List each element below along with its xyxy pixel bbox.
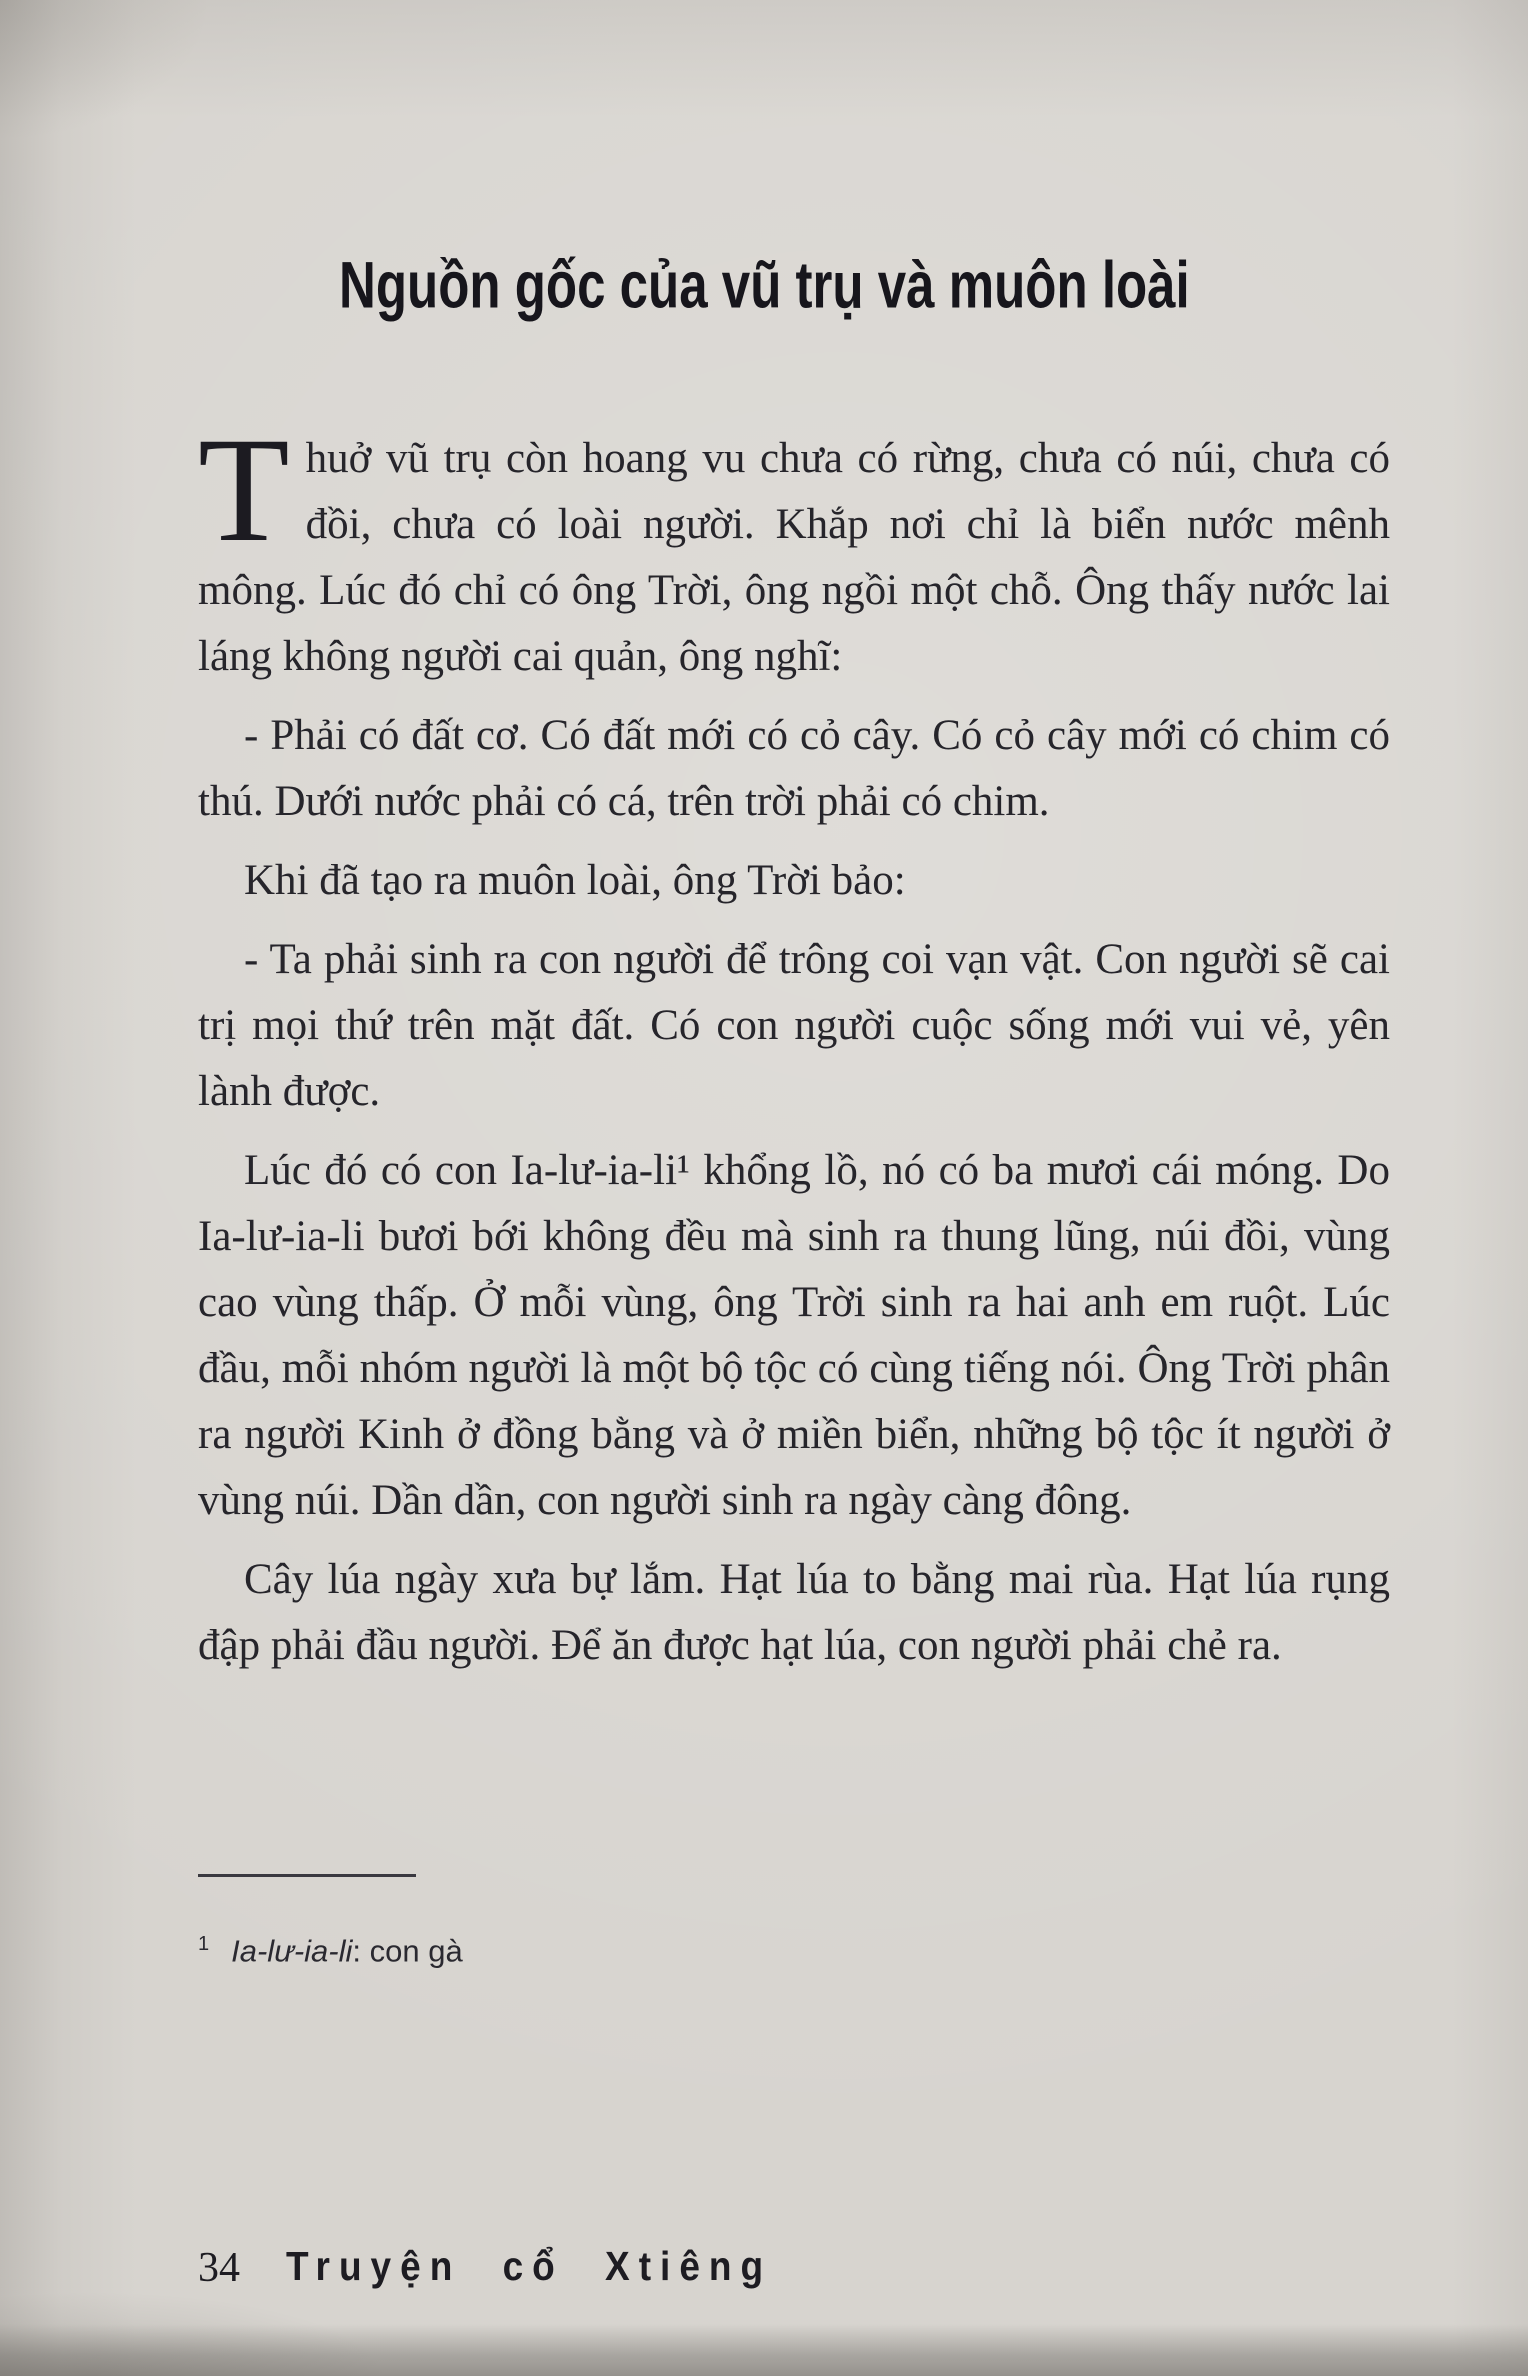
page-footer xyxy=(198,2244,772,2292)
paragraph: Khi đã tạo ra muôn loài, ông Trời bảo: xyxy=(244,857,906,904)
paragraph: Cây lúa ngày xưa bự lắm. Hạt lúa to bằng mai rùa. Hạt lúa rụng đập phải đầu người. Để ăn được hạt lúa, con người phải chẻ ra. xyxy=(198,1556,1390,1669)
page-title-text: Nguồn gốc của vũ trụ và muôn loài xyxy=(338,248,1190,323)
page-number: 34 xyxy=(198,2245,240,2291)
book-title: Truyện cổ Xtiêng xyxy=(286,2243,773,2289)
footnote xyxy=(198,1922,463,1973)
footnote-term: Ia-lư-ia-li xyxy=(231,1933,353,1969)
scan-bottom-edge xyxy=(0,2324,1528,2376)
footnote-divider xyxy=(198,1874,416,1877)
footnote-marker: 1 xyxy=(198,1933,210,1955)
paragraph: - Phải có đất cơ. Có đất mới có cỏ cây. Có cỏ cây mới có chim có thú. Dưới nước phải có cá, trên trời phải có chim. xyxy=(198,712,1390,825)
footnote-definition: : con gà xyxy=(352,1933,463,1969)
paragraph xyxy=(198,407,1390,690)
page-title xyxy=(0,248,1528,323)
drop-cap: T xyxy=(198,407,290,573)
story-body xyxy=(198,407,1390,1692)
paragraph: Lúc đó có con Ia-lư-ia-li¹ khổng lồ, nó có ba mươi cái móng. Do Ia-lư-ia-li bươi bới không đều mà sinh ra thung lũng, núi đồi, vùng cao vùng thấp. Ở mỗi vùng, ông Trời sinh ra hai anh em ruột. Lúc đầu, mỗi nhóm người là một bộ tộc có cùng tiếng nói. Ông Trời phân ra người Kinh ở đồng bằng và ở miền biển, những bộ tộc ít người ở vùng núi. Dần dần, con người sinh ra ngày càng đông. xyxy=(198,1147,1390,1524)
paragraph: - Ta phải sinh ra con người để trông coi vạn vật. Con người sẽ cai trị mọi thứ trên mặt đất. Có con người cuộc sống mới vui vẻ, yên lành được. xyxy=(198,936,1390,1115)
paragraph-text: huở vũ trụ còn hoang vu chưa có rừng, chưa có núi, chưa có đồi, chưa có loài người. Khắp nơi chỉ là biển nước mênh mông. Lúc đó chỉ có ông Trời, ông ngồi một chỗ. Ông thấy nước lai láng không người cai quản, ông nghĩ: xyxy=(198,435,1390,680)
